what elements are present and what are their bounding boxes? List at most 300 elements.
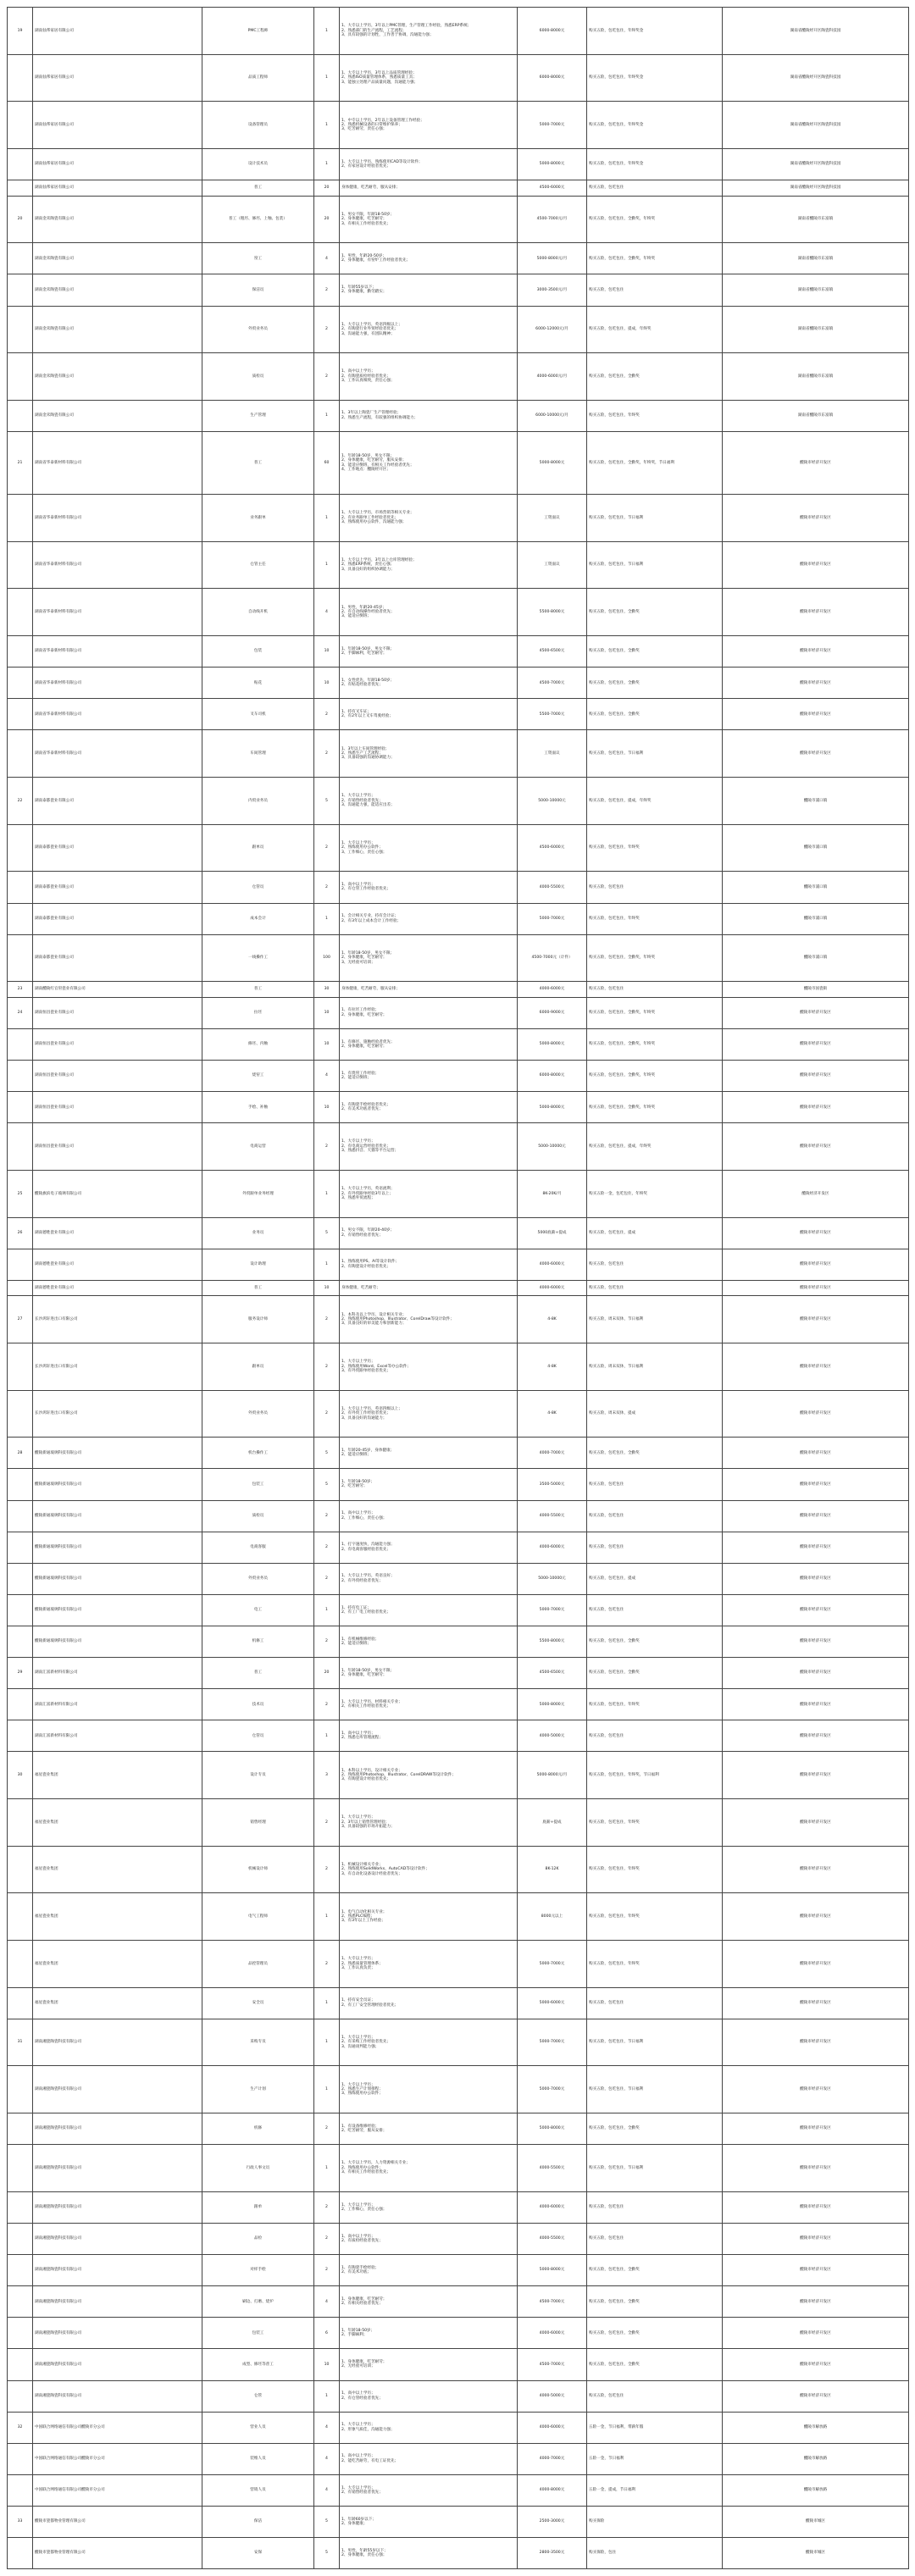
company-cell: 长沙鸿轩进出口有限公司 [33,1296,202,1343]
address-cell: 湖南省醴陵市东富镇 [723,353,909,401]
company-cell: 湖南德胜瓷业有限公司 [33,1217,202,1249]
count-cell: 2 [314,1500,340,1532]
address-cell: 醴陵市经济开发区 [723,589,909,636]
requirement-cell: 1、男女不限，年龄18-50岁； 2、身体健康，吃苦耐劳； 3、有相关工作经验者优先； [340,196,518,243]
requirement-cell: 1、有机械维修经验； 2、能适应倒班； [340,1626,518,1657]
address-cell: 醴陵市经济开发区 [723,1799,909,1847]
requirement-cell: 1、年龄18-50岁； 2、吃苦耐劳； [340,1469,518,1500]
benefits-cell: 购买五险，包吃包住，全勤奖 [587,1438,723,1469]
requirement-cell: 1、年龄60岁以下； 2、身体健康； [340,2506,518,2537]
position-cell: 质检员 [202,1500,314,1532]
position-cell: 销售经理 [202,1799,314,1847]
requirement-cell: 1、身体健康，吃苦耐劳； 2、无经验可培训； [340,2349,518,2380]
seq-cell [8,2113,33,2145]
benefits-cell: 购买五险，包吃包住，全勤奖 [587,1658,723,1689]
seq-cell: 32 [8,2412,33,2443]
requirement-cell: 1、大专以上学历； 2、有销售经验者优先； [340,2474,518,2506]
count-cell: 4 [314,2286,340,2318]
company-cell: 湖南湘瓷陶瓷科技有限公司 [33,2113,202,2145]
salary-cell: 4000-6000元/月 [518,353,587,401]
seq-cell [8,541,33,589]
position-cell: 成本会计 [202,903,314,934]
requirement-cell: 1、机械设计相关专业； 2、熟练使用SolidWorks、AutoCAD等设计软件； 3、有自动化设备设计经验者优先； [340,1846,518,1893]
company-cell: 湖南德胜瓷业有限公司 [33,1249,202,1280]
salary-cell: 5000-8000元 [518,1092,587,1123]
requirement-cell: 1、身体健康，吃苦耐劳； 2、有相关经验者优先； [340,2286,518,2318]
benefits-cell: 购买五险，包吃包住，提成 [587,1217,723,1249]
company-cell: 湖南仙邦家居有限公司 [33,148,202,180]
address-cell: 醴陵市经济开发区 [723,2380,909,2412]
requirement-cell: 1、大专以上学历，材料相关专业； 2、有相关工作经验者优先； [340,1689,518,1720]
table-row [8,54,909,102]
position-cell: 成型、修坯等普工 [202,2349,314,2380]
salary-cell: 5000-7000元 [518,102,587,149]
company-cell: 湖南省华泰新材料有限公司 [33,636,202,668]
position-cell: 普工 [202,982,314,998]
table-row [8,180,909,197]
table-row [8,1280,909,1296]
count-cell: 1 [314,2019,340,2066]
seq-cell: 22 [8,778,33,825]
seq-cell [8,274,33,306]
benefits-cell: 购买五险，包吃包住 [587,274,723,306]
table-row [8,1594,909,1626]
benefits-cell: 购买五险，包吃包住 [587,2380,723,2412]
company-cell: 醴陵市瓷都物业管理有限公司 [33,2538,202,2569]
requirement-cell: 1、男女不限，年龄20-40岁； 2、有销售经验者优先； [340,1217,518,1249]
count-cell: 2 [314,353,340,401]
address-cell: 醴陵市经济开发区 [723,2145,909,2192]
salary-cell: 5000-8000元/月 [518,243,587,274]
seq-cell [8,2380,33,2412]
requirement-cell: 1、男性，年龄20-50岁； 2、身体健康，有窑炉工作经验者优先； [340,243,518,274]
count-cell: 2 [314,1626,340,1657]
salary-cell: 底薪+提成 [518,1799,587,1847]
position-cell: 烧窑工 [202,1061,314,1092]
salary-cell: 8K-20K/月 [518,1170,587,1217]
address-cell: 湖南省醴陵市东富镇 [723,196,909,243]
company-cell: 湖南省华泰新材料有限公司 [33,668,202,699]
count-cell: 1 [314,1987,340,2019]
address-cell: 醴陵市经济开发区 [723,1893,909,1941]
requirement-cell: 1、有烧窑工作经验； 2、能适应倒班； [340,1061,518,1092]
requirement-cell: 1、3年以上车间管理经验； 2、熟悉生产工艺流程； 3、具备较强的沟通协调能力； [340,730,518,778]
seq-cell [8,730,33,778]
company-cell: 湖南省华泰新材料有限公司 [33,495,202,542]
count-cell: 100 [314,934,340,982]
seq-cell [8,589,33,636]
salary-cell: 4000-6000元 [518,982,587,998]
count-cell: 2 [314,2191,340,2223]
address-cell: 醴陵市经济开发区 [723,2019,909,2066]
requirement-cell: 1、大专以上学历； 2、熟练使用办公软件； 3、工作细心，责任心强； [340,824,518,872]
seq-cell [8,636,33,668]
benefits-cell: 购买五险，包吃包住，年终奖 [587,1799,723,1847]
count-cell: 10 [314,668,340,699]
table-row [8,2318,909,2349]
company-cell: 醴陵新通玻璃科技有限公司 [33,1594,202,1626]
count-cell: 10 [314,1092,340,1123]
count-cell: 1 [314,8,340,55]
requirement-cell: 1、大专以上学历； 2、有采购工作经验者优先； 3、沟通谈判能力强； [340,2019,518,2066]
company-cell: 湖南湘瓷陶瓷科技有限公司 [33,2349,202,2380]
company-cell: 湖南恒昌瓷业有限公司 [33,1061,202,1092]
address-cell: 醴陵市经济开发区 [723,1123,909,1171]
seq-cell [8,1249,33,1280]
company-cell: 湖南恒昌瓷业有限公司 [33,997,202,1028]
seq-cell [8,102,33,149]
seq-cell [8,2349,33,2380]
position-cell: 普工 [202,1280,314,1296]
benefits-cell: 购买五险，周末双休，提成 [587,1390,723,1438]
requirement-cell: 1、大专以上学历； 2、工作细心，责任心强； [340,2191,518,2223]
requirement-cell: 1、持有电工证； 2、有工厂电工经验者优先； [340,1594,518,1626]
benefits-cell: 购买五险，包吃包住，提成 [587,1563,723,1594]
benefits-cell: 购买五险，包吃包住，节日福利 [587,2066,723,2113]
salary-cell: 4000-5000元 [518,2380,587,2412]
count-cell: 2 [314,2223,340,2254]
requirement-cell: 1、大专以上学历，3年以上品质管理经验； 2、熟悉ISO质量管理体系，熟悉质量工具； 3、能独立处理产品质量问题，沟通能力强； [340,54,518,102]
table-row [8,1689,909,1720]
salary-cell: 4000-7000元 [518,1438,587,1469]
salary-cell: 5000底薪+提成 [518,1217,587,1249]
address-cell: 醴陵市经济开发区 [723,2286,909,2318]
requirement-cell: 1、大专以上学历； 2、有销售经验者优先； 3、沟通能力强，能适应出差； [340,778,518,825]
table-row [8,2380,909,2412]
seq-cell [8,1343,33,1391]
benefits-cell: 购买五险，包吃包住 [587,2191,723,2223]
salary-cell: 6000-10000元/月 [518,400,587,431]
address-cell: 醴陵市经济开发区 [723,1752,909,1799]
salary-cell: 4000-6000元 [518,1249,587,1280]
position-cell: 机修工 [202,1626,314,1657]
requirement-cell: 1、电气自动化相关专业； 2、熟悉PLC编程； 3、有3年以上工作经验； [340,1893,518,1941]
requirement-cell: 1、年龄18-50岁，男女不限； 2、身体健康，吃苦耐劳，服从安排； 3、能适应倒班，有相关工作经验者优先； 4、工作地点：醴陵经开区； [340,431,518,494]
count-cell: 5 [314,1469,340,1500]
company-cell: 湖南泰都瓷业有限公司 [33,824,202,872]
company-cell: 醴陵新通玻璃科技有限公司 [33,1469,202,1500]
seq-cell: 29 [8,1658,33,1689]
benefits-cell: 购买五险，包吃包住，全勤奖 [587,699,723,730]
requirement-cell: 1、本科以上学历，设计相关专业； 2、熟练使用Photoshop、Illustrator、CorelDRAW等设计软件； 3、有陶瓷设计经验者优先； [340,1752,518,1799]
table-row [8,1343,909,1391]
benefits-cell: 购买五险，包吃包住，全勤奖，年终奖 [587,243,723,274]
address-cell: 醴陵市解放路 [723,2443,909,2474]
address-cell: 醴陵市浦口镇 [723,934,909,982]
table-row [8,1752,909,1799]
count-cell: 5 [314,2538,340,2569]
table-row [8,934,909,982]
address-cell: 湖南省醴陵市东富镇 [723,243,909,274]
count-cell: 2 [314,730,340,778]
seq-cell [8,1092,33,1123]
requirement-cell: 1、年龄18-50岁，男女不限； 2、手脚麻利，吃苦耐劳； [340,636,518,668]
position-cell: 普工 [202,180,314,197]
table-row [8,997,909,1028]
address-cell: 醴陵市经济开发区 [723,2318,909,2349]
table-row [8,243,909,274]
count-cell: 2 [314,1343,340,1391]
salary-cell: 4500-7000元/月 [518,196,587,243]
count-cell: 2 [314,1941,340,1988]
position-cell: 生产计划 [202,2066,314,2113]
company-cell: 湖南省华泰新材料有限公司 [33,431,202,494]
company-cell: 湖南仙邦家居有限公司 [33,180,202,197]
position-cell: 车间管理 [202,730,314,778]
count-cell: 2 [314,1123,340,1171]
seq-cell [8,148,33,180]
count-cell: 20 [314,180,340,197]
table-row [8,778,909,825]
count-cell: 1 [314,54,340,102]
position-cell: 对样手绘 [202,2255,314,2286]
address-cell: 醴陵市经济开发区 [723,1941,909,1988]
company-cell: 湖南汇富新材料有限公司 [33,1658,202,1689]
seq-cell [8,306,33,353]
benefits-cell: 购买五险，包吃包住，全勤奖，年终奖 [587,1028,723,1060]
requirement-cell: 1、大专以上学历； 2、有电商运营经验者优先； 3、熟悉抖音、天猫等平台运营； [340,1123,518,1171]
requirement-cell: 1、年龄18-50岁，男女不限； 2、身体健康，吃苦耐劳； [340,1658,518,1689]
benefits-cell: 购买五险，包吃包住，全勤奖，年终奖 [587,1092,723,1123]
benefits-cell: 五险一金，提成，节日福利 [587,2474,723,2506]
address-cell: 醴陵市经济开发区 [723,730,909,778]
position-cell: 安保 [202,2538,314,2569]
salary-cell: 4000-6000元 [518,1280,587,1296]
table-row [8,353,909,401]
position-cell: 自动线开机 [202,589,314,636]
address-cell: 湖南省醴陵经开区陶瓷科技园 [723,54,909,102]
address-cell: 醴陵市城区 [723,2506,909,2537]
benefits-cell: 购买五险，包吃包住，年终奖 [587,1941,723,1988]
seq-cell: 24 [8,997,33,1028]
table-row [8,1170,909,1217]
position-cell: 仓管 [202,2380,314,2412]
address-cell: 醴陵市经济开发区 [723,699,909,730]
salary-cell: 8000元以上 [518,1893,587,1941]
address-cell: 醴陵市经济开发区 [723,1658,909,1689]
company-cell: 湖南省华泰新材料有限公司 [33,730,202,778]
seq-cell [8,2223,33,2254]
table-row [8,2145,909,2192]
requirement-cell: 1、高中以上学历； 2、有陶瓷质检经验者优先； 3、工作认真细致，责任心强； [340,353,518,401]
company-cell: 福星瓷业集团 [33,1893,202,1941]
seq-cell [8,1594,33,1626]
seq-cell: 33 [8,2506,33,2537]
benefits-cell: 购买五险，包吃包住，年终奖金 [587,102,723,149]
benefits-cell: 购买五险，包吃包住，全勤奖，年终奖 [587,196,723,243]
benefits-cell: 购买五险，包吃包住 [587,1500,723,1532]
table-row [8,1532,909,1563]
count-cell: 4 [314,2443,340,2474]
seq-cell: 31 [8,2019,33,2066]
address-cell: 醴陵市经济开发区 [723,2223,909,2254]
table-row [8,903,909,934]
salary-cell: 6000-12000元/月 [518,306,587,353]
company-cell: 湖南湘瓷陶瓷科技有限公司 [33,2191,202,2223]
position-cell: 外贸业务员 [202,306,314,353]
benefits-cell: 购买五险，包吃包住 [587,1594,723,1626]
position-cell: 电商客服 [202,1532,314,1563]
benefits-cell: 购买五险，包吃包住，年终奖金 [587,54,723,102]
requirement-cell: 1、本科及以上学历，设计相关专业； 2、熟练使用Photoshop、Illustrator、CorelDraw等设计软件； 3、具备良好的审美能力和创新能力； [340,1296,518,1343]
address-cell: 醴陵市经济开发区 [723,1390,909,1438]
seq-cell: 21 [8,431,33,494]
table-row [8,2113,909,2145]
count-cell: 2 [314,1532,340,1563]
address-cell: 湖南省醴陵市东富镇 [723,400,909,431]
table-row [8,2538,909,2569]
salary-cell: 4000-5500元 [518,1500,587,1532]
benefits-cell: 购买五险，包吃包住，年终奖金 [587,148,723,180]
benefits-cell: 购买五险，包吃包住 [587,1987,723,2019]
table-row [8,982,909,998]
seq-cell [8,2191,33,2223]
benefits-cell: 购买五险，包吃包住，年终奖金 [587,8,723,55]
company-cell: 湖南金禾陶瓷有限公司 [33,274,202,306]
address-cell: 湖南省醴陵经开区陶瓷科技园 [723,180,909,197]
table-row [8,2286,909,2318]
count-cell: 1 [314,1720,340,1752]
salary-cell: 3500-5000元 [518,1469,587,1500]
salary-cell: 5000-8000元 [518,2113,587,2145]
address-cell: 醴陵市经济开发区 [723,1469,909,1500]
benefits-cell: 购买保险 [587,2506,723,2537]
seq-cell [8,934,33,982]
salary-cell: 5500-7000元 [518,699,587,730]
address-cell: 醴陵市经济开发区 [723,541,909,589]
count-cell: 2 [314,1846,340,1893]
count-cell: 10 [314,1280,340,1296]
salary-cell: 5000-7000元 [518,1594,587,1626]
address-cell: 醴陵市经济开发区 [723,1987,909,2019]
table-row [8,102,909,149]
table-row [8,495,909,542]
salary-cell: 4000-5000元 [518,1720,587,1752]
company-cell: 湖南泰都瓷业有限公司 [33,778,202,825]
benefits-cell: 购买五险，包吃包住，全勤奖 [587,2286,723,2318]
company-cell: 湖南仙邦家居有限公司 [33,54,202,102]
address-cell: 醴陵市经济开发区 [723,1343,909,1391]
requirement-cell: 1、会计相关专业，持有会计证； 2、有3年以上成本会计工作经验； [340,903,518,934]
seq-cell [8,54,33,102]
benefits-cell: 购买五险，包吃包住 [587,1720,723,1752]
requirement-cell: 1、大专以上学历，熟练使用CAD等设计软件； 2、有家居设计经验者优先； [340,148,518,180]
count-cell: 4 [314,2412,340,2443]
table-row [8,541,909,589]
table-row [8,1390,909,1438]
seq-cell [8,1799,33,1847]
salary-cell: 2800-3500元 [518,2538,587,2569]
benefits-cell: 购买五险，包吃包住，节日福利 [587,541,723,589]
seq-cell: 23 [8,982,33,998]
requirement-cell: 1、大专以上学历，3年以上仓库管理经验； 2、熟悉ERP系统，责任心强； 3、具备良好的组织协调能力； [340,541,518,589]
requirement-cell: 1、男性，年龄20-45岁； 2、有自动线操作经验者优先； 3、能适应倒班； [340,589,518,636]
benefits-cell: 购买保险，包住 [587,2538,723,2569]
requirement-cell: 1、大专以上学历，人力资源相关专业； 2、熟练使用办公软件； 3、有相关工作经验者优先； [340,2145,518,2192]
benefits-cell: 五险一金，节日福利 [587,2443,723,2474]
table-row [8,1438,909,1469]
company-cell: 福星瓷业集团 [33,1799,202,1847]
count-cell: 2 [314,1563,340,1594]
seq-cell [8,2286,33,2318]
count-cell: 10 [314,1028,340,1060]
requirement-cell: 1、持有叉车证； 2、有2年以上叉车驾驶经验； [340,699,518,730]
position-cell: 普工（粗坯、修坯、上釉、包装） [202,196,314,243]
company-cell: 湖南德胜瓷业有限公司 [33,1280,202,1296]
position-cell: 电气工程师 [202,1893,314,1941]
company-cell: 福星瓷业集团 [33,1941,202,1988]
salary-cell: 2500-3000元 [518,2506,587,2537]
company-cell: 湖南湘瓷陶瓷科技有限公司 [33,2318,202,2349]
address-cell: 醴陵市解放路 [723,2474,909,2506]
address-cell: 醴陵市经济开发区 [723,495,909,542]
position-cell: 修坯、内釉 [202,1028,314,1060]
benefits-cell: 购买五险，包吃包住，提成，年终奖 [587,1123,723,1171]
position-cell: 外贸业务员 [202,1563,314,1594]
seq-cell [8,824,33,872]
company-cell: 湖南湘瓷陶瓷科技有限公司 [33,2223,202,2254]
recruitment-table [7,7,909,2569]
salary-cell: 4000-6000元 [518,2318,587,2349]
count-cell: 1 [314,1893,340,1941]
table-row [8,1500,909,1532]
salary-cell: 4500-6000元 [518,824,587,872]
seq-cell [8,1893,33,1941]
benefits-cell: 购买五险，包吃包住，全勤奖 [587,589,723,636]
salary-cell: 5000-8000元 [518,1689,587,1720]
position-cell: 质检员 [202,353,314,401]
position-cell: 包装工 [202,1469,314,1500]
salary-cell: 4-8K [518,1390,587,1438]
salary-cell: 5500-8000元 [518,589,587,636]
benefits-cell: 购买五险，包吃包住，全勤奖 [587,2255,723,2286]
requirement-cell: 1、大专以上学历，3年以上PMC管理，生产管理工作经验，熟悉ERP系统； 2、熟悉部门的生产流程，工艺流程； 3、具有较强的计划性，工作善于协调，沟通能力强； [340,8,518,55]
position-cell: PMC工程师 [202,8,314,55]
address-cell: 醴陵市经济开发区 [723,1438,909,1469]
address-cell: 醴陵市经济开发区 [723,2255,909,2286]
company-cell: 湖南湘瓷陶瓷科技有限公司 [33,2066,202,2113]
seq-cell [8,668,33,699]
seq-cell [8,2474,33,2506]
salary-cell: 5000-10000元 [518,1123,587,1171]
position-cell: 设计助理 [202,1249,314,1280]
benefits-cell: 购买五险，包吃包住，年终奖，节日福利 [587,1752,723,1799]
seq-cell [8,1987,33,2019]
position-cell: 外贸跟单业务经理 [202,1170,314,1217]
count-cell: 4 [314,1061,340,1092]
seq-cell [8,699,33,730]
address-cell: 湖南省醴陵经开区陶瓷科技园 [723,8,909,55]
address-cell: 醴陵市经济开发区 [723,997,909,1028]
salary-cell: 5000-8000元/月 [518,1752,587,1799]
benefits-cell: 购买五险，包吃包住 [587,2223,723,2254]
position-cell: 机械设计师 [202,1846,314,1893]
company-cell: 湖南恒昌瓷业有限公司 [33,1123,202,1171]
seq-cell [8,2255,33,2286]
salary-cell: 6000-9000元 [518,997,587,1028]
benefits-cell: 购买五险，包吃包住，全勤奖 [587,2113,723,2145]
company-cell: 湖南恒昌瓷业有限公司 [33,1028,202,1060]
position-cell: 普工 [202,431,314,494]
count-cell: 2 [314,274,340,306]
count-cell: 1 [314,102,340,149]
table-row [8,2066,909,2113]
requirement-cell: 1、大专以上学历，英语四级以上； 2、有外贸工作经验者优先； 3、具备良好的沟通能力； [340,1390,518,1438]
salary-cell: 4000-5500元 [518,2145,587,2192]
count-cell: 1 [314,1170,340,1217]
count-cell: 5 [314,1217,340,1249]
salary-cell: 5000-8000元 [518,2255,587,2286]
